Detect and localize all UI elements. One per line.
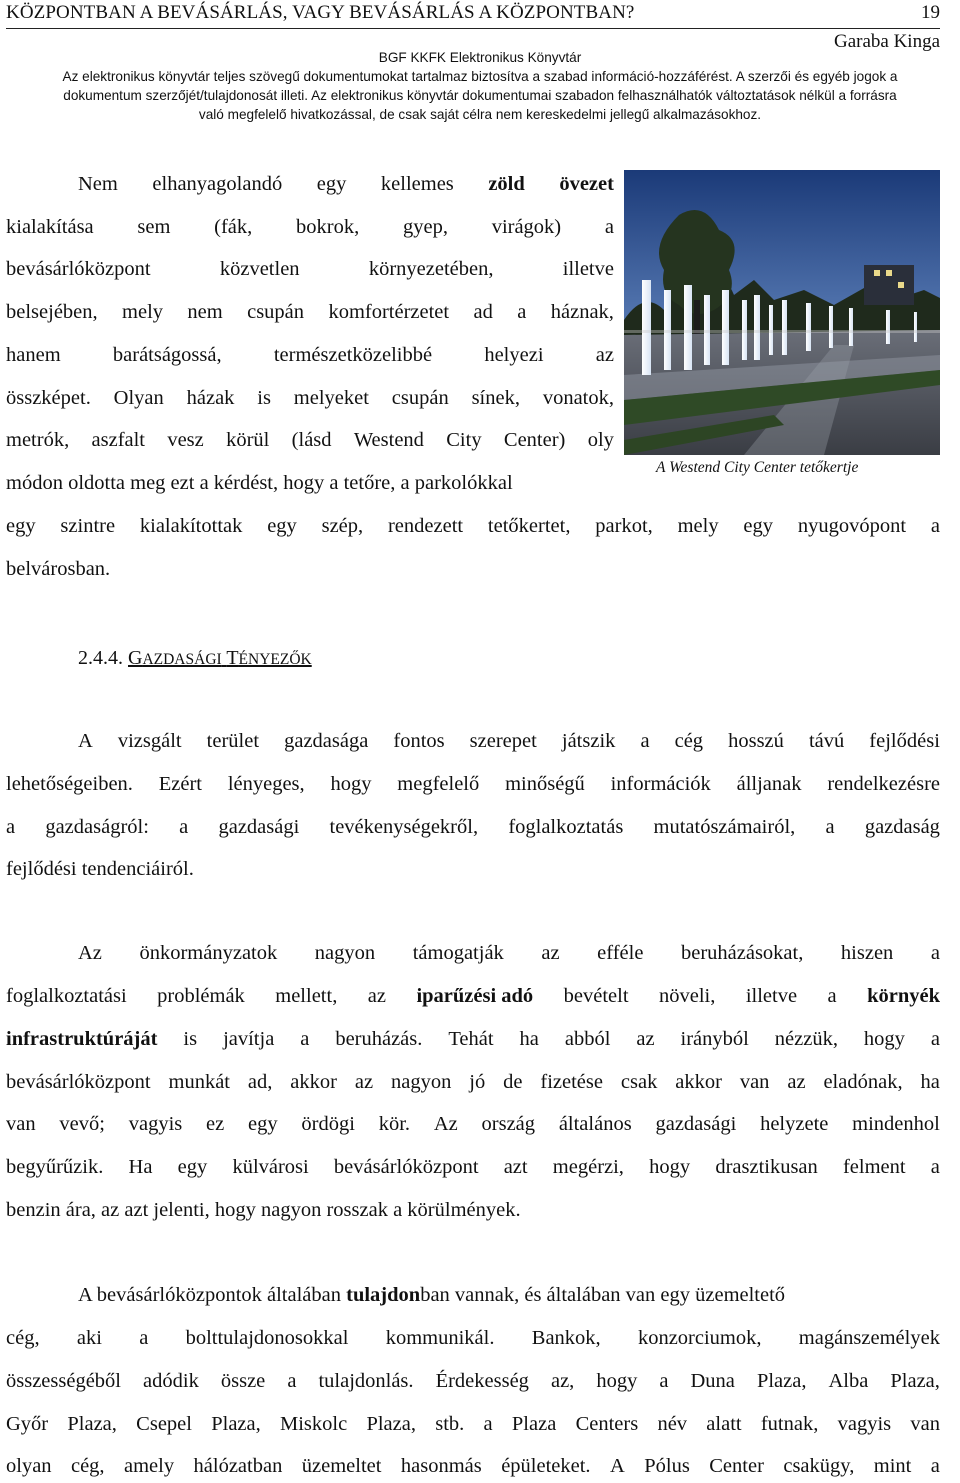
word: amely bbox=[124, 1455, 175, 1477]
word: egy bbox=[267, 515, 297, 537]
text-line bbox=[78, 730, 940, 753]
word: hálózatban bbox=[193, 1455, 283, 1477]
word: zöld bbox=[488, 173, 525, 195]
word: egy bbox=[316, 173, 347, 195]
text-line bbox=[6, 1071, 940, 1094]
running-title: KÖZPONTBAN A BEVÁSÁRLÁS, VAGY BEVÁSÁRLÁS A KÖZPONTBAN? bbox=[6, 2, 635, 23]
word: álljanak bbox=[736, 773, 802, 795]
word: (fák, bbox=[214, 216, 253, 238]
author-name: Garaba Kinga bbox=[833, 31, 940, 52]
word: információk bbox=[610, 773, 711, 795]
word: vevő; bbox=[59, 1113, 105, 1135]
word: akkor bbox=[675, 1071, 722, 1093]
word: is bbox=[183, 1028, 198, 1050]
word: City bbox=[446, 429, 482, 451]
word: rendezett bbox=[387, 515, 464, 537]
title-rest: ÉNYEZŐK bbox=[238, 651, 312, 668]
word: természetközelibbé bbox=[273, 344, 433, 366]
notice-line: BGF KKFK Elektronikus Könyvtár bbox=[378, 50, 582, 65]
word: szintre bbox=[60, 515, 116, 537]
word: van bbox=[739, 1071, 770, 1093]
word: nagyon bbox=[314, 942, 376, 964]
word: Plaza, bbox=[890, 1370, 940, 1392]
word: Pólus bbox=[644, 1455, 690, 1477]
photo-illustration bbox=[624, 170, 940, 455]
word: bevásárlóközpont bbox=[6, 1071, 151, 1093]
word: kialakítása bbox=[6, 216, 94, 238]
word: ha bbox=[920, 1071, 940, 1093]
word: hosszú bbox=[728, 730, 784, 752]
text-line bbox=[6, 1413, 940, 1436]
word: a bbox=[139, 1327, 149, 1349]
word: aszfalt bbox=[91, 429, 146, 451]
text-line bbox=[6, 1113, 940, 1136]
word: van bbox=[910, 1413, 940, 1435]
word: A bbox=[609, 1455, 625, 1477]
word: vesz bbox=[167, 429, 204, 451]
text-segment: A bevásárlóközpontok általában bbox=[78, 1284, 347, 1306]
word: foglalkoztatás bbox=[508, 816, 624, 838]
text-line bbox=[6, 216, 614, 239]
word: gazdaság bbox=[864, 816, 940, 838]
word: övezet bbox=[559, 173, 614, 195]
text-line bbox=[6, 344, 614, 367]
word: egy bbox=[743, 515, 773, 537]
word: a bbox=[483, 1413, 493, 1435]
text-line: fejlődési tendenciáiról. bbox=[6, 858, 194, 880]
word: a bbox=[287, 1370, 297, 1392]
word: stb. bbox=[435, 1413, 465, 1435]
word: fizetése bbox=[540, 1071, 603, 1093]
word: jó bbox=[469, 1071, 486, 1093]
word: mely bbox=[677, 515, 719, 537]
word: hasonmás bbox=[400, 1455, 482, 1477]
word: fontos bbox=[393, 730, 445, 752]
word: megfelelő bbox=[397, 773, 480, 795]
word: nagyon bbox=[391, 1071, 452, 1093]
word: egy bbox=[248, 1113, 278, 1135]
word: az bbox=[354, 1071, 374, 1093]
word: Plaza, bbox=[756, 1370, 807, 1392]
word: ad bbox=[473, 301, 493, 323]
word: megérzi, bbox=[552, 1156, 624, 1178]
word: A bbox=[78, 730, 93, 752]
text-line bbox=[78, 942, 940, 965]
word: gazdasági bbox=[655, 1113, 737, 1135]
word: tulajdonlás. bbox=[318, 1370, 414, 1392]
word: összességéből bbox=[6, 1370, 122, 1392]
word: gyep, bbox=[402, 216, 448, 238]
word: az bbox=[595, 344, 614, 366]
word: Alba bbox=[828, 1370, 869, 1392]
word: aki bbox=[76, 1327, 102, 1349]
text-line bbox=[78, 173, 614, 196]
word: mint bbox=[873, 1455, 912, 1477]
word: cég, bbox=[70, 1455, 105, 1477]
word: adódik bbox=[143, 1370, 199, 1392]
word: Tehát bbox=[448, 1028, 494, 1050]
word: hogy bbox=[649, 1156, 691, 1178]
word: azt bbox=[503, 1156, 528, 1178]
word: a bbox=[517, 301, 527, 323]
word: Westend bbox=[353, 429, 424, 451]
word: szép, bbox=[321, 515, 364, 537]
word: vagyis bbox=[837, 1413, 892, 1435]
word: üzemeltet bbox=[301, 1455, 382, 1477]
word: konzorciumok, bbox=[637, 1327, 762, 1349]
word: önkormányzatok bbox=[139, 942, 278, 964]
word: cég, bbox=[6, 1327, 40, 1349]
word: is bbox=[257, 387, 271, 409]
word: lényeges, bbox=[227, 773, 305, 795]
text-line bbox=[6, 387, 614, 410]
word: mely bbox=[122, 301, 164, 323]
word: külvárosi bbox=[232, 1156, 309, 1178]
word: efféle bbox=[597, 942, 644, 964]
word: Plaza, bbox=[366, 1413, 416, 1435]
section-heading bbox=[78, 647, 312, 670]
word: ördögi bbox=[301, 1113, 355, 1135]
word: Miskolc bbox=[280, 1413, 348, 1435]
word: a bbox=[6, 816, 16, 838]
word: minőségű bbox=[505, 773, 585, 795]
word: növeli, bbox=[658, 985, 716, 1007]
word: kellemes bbox=[380, 173, 454, 195]
word: Az bbox=[78, 942, 102, 964]
word: Ha bbox=[128, 1156, 153, 1178]
word: van bbox=[6, 1113, 36, 1135]
word: csupán bbox=[247, 301, 305, 323]
word: a bbox=[930, 942, 940, 964]
word: a bbox=[179, 816, 189, 838]
word: belsejében, bbox=[6, 301, 98, 323]
text-line bbox=[6, 258, 614, 281]
word: alatt bbox=[706, 1413, 742, 1435]
word: nyugovópont bbox=[797, 515, 907, 537]
word: helyezi bbox=[484, 344, 544, 366]
page-number: 19 bbox=[921, 2, 940, 23]
word: ha bbox=[519, 1028, 539, 1050]
word: parkot, bbox=[595, 515, 653, 537]
word: foglalkoztatási bbox=[6, 985, 127, 1007]
word: futnak, bbox=[760, 1413, 819, 1435]
text-line bbox=[6, 1370, 940, 1393]
word: bevételt bbox=[563, 985, 629, 1007]
word: illetve bbox=[562, 258, 614, 280]
word: az, bbox=[550, 1370, 575, 1392]
word: a bbox=[827, 985, 837, 1007]
word: a bbox=[659, 1370, 669, 1392]
word: Plaza, bbox=[211, 1413, 261, 1435]
word: akkor bbox=[290, 1071, 337, 1093]
bold-term: környék bbox=[867, 985, 940, 1007]
word: bolttulajdonosokkal bbox=[185, 1327, 349, 1349]
word: össze bbox=[220, 1370, 266, 1392]
word: kör. bbox=[378, 1113, 411, 1135]
word: körül bbox=[226, 429, 270, 451]
word: a bbox=[930, 515, 940, 537]
text-line bbox=[6, 515, 940, 538]
word: általános bbox=[558, 1113, 632, 1135]
notice-line: dokumentum szerzőjét/tulajdonosát illeti. Az elektronikus könyvtár dokumentumai szabadon felhasználhatók változtatások nélkül a forrásra bbox=[63, 88, 897, 103]
word: név bbox=[657, 1413, 688, 1435]
word: fejlődési bbox=[869, 730, 940, 752]
word: mindenhol bbox=[852, 1113, 940, 1135]
word: illetve bbox=[745, 985, 798, 1007]
text-line bbox=[6, 1156, 940, 1179]
word: abból bbox=[564, 1028, 611, 1050]
word: ez bbox=[206, 1113, 225, 1135]
notice-line: való megfelelő hivatkozással, de csak saját célra nem kereskedelmi jellegű alkalmazásokhoz. bbox=[198, 107, 762, 122]
word: a bbox=[640, 730, 650, 752]
word: a bbox=[930, 1028, 940, 1050]
word: kialakítottak bbox=[139, 515, 243, 537]
word: Nem bbox=[78, 173, 118, 195]
word: távú bbox=[808, 730, 845, 752]
word: vonatok, bbox=[542, 387, 614, 409]
word: virágok) bbox=[491, 216, 562, 238]
word: háznak, bbox=[550, 301, 614, 323]
word: egy bbox=[6, 515, 36, 537]
word: hogy bbox=[863, 1028, 905, 1050]
word: bevásárlóközpont bbox=[6, 258, 151, 280]
word: olyan bbox=[6, 1455, 52, 1477]
word: terület bbox=[206, 730, 260, 752]
word: oly bbox=[587, 429, 614, 451]
word: bevásárlóközpont bbox=[333, 1156, 479, 1178]
word: elhanyagolandó bbox=[152, 173, 283, 195]
word: gazdasága bbox=[284, 730, 369, 752]
word: (lásd bbox=[291, 429, 332, 451]
text-line bbox=[6, 816, 940, 839]
word: nem bbox=[187, 301, 223, 323]
word: problémák bbox=[157, 985, 245, 1007]
word: az bbox=[636, 1028, 655, 1050]
word: melyeket bbox=[293, 387, 369, 409]
bold-term: tulajdon bbox=[346, 1284, 421, 1306]
word: csak bbox=[620, 1071, 658, 1093]
text-line bbox=[78, 1284, 785, 1307]
word: vagyis bbox=[128, 1113, 183, 1135]
word: vizsgált bbox=[117, 730, 182, 752]
word: hogy bbox=[596, 1370, 638, 1392]
westend-rooftop-garden-photo bbox=[624, 170, 940, 455]
word: egy bbox=[177, 1156, 208, 1178]
word: gazdaságról: bbox=[45, 816, 149, 838]
word: játszik bbox=[561, 730, 616, 752]
word: javítja bbox=[223, 1028, 275, 1050]
title-cap: G bbox=[128, 647, 143, 669]
word: rendelkezésre bbox=[827, 773, 940, 795]
word: Centers bbox=[575, 1413, 639, 1435]
word: sem bbox=[137, 216, 171, 238]
title-rest: AZDASÁGI bbox=[142, 651, 222, 668]
word: de bbox=[503, 1071, 523, 1093]
word: begyűrűzik. bbox=[6, 1156, 104, 1178]
word: tevékenységekről, bbox=[329, 816, 479, 838]
word: hiszen bbox=[840, 942, 894, 964]
word: Plaza bbox=[511, 1413, 557, 1435]
word: támogatják bbox=[412, 942, 504, 964]
word: összképet. bbox=[6, 387, 91, 409]
word: Olyan bbox=[113, 387, 164, 409]
word: beruházás. bbox=[335, 1028, 423, 1050]
word: mutatószámairól, bbox=[653, 816, 796, 838]
title-cap: T bbox=[226, 647, 239, 669]
text-line bbox=[6, 1028, 940, 1051]
word: az bbox=[541, 942, 560, 964]
word: beruházásokat, bbox=[680, 942, 804, 964]
word: Az bbox=[433, 1113, 458, 1135]
library-notice bbox=[0, 48, 960, 124]
word: mellett, bbox=[275, 985, 338, 1007]
word: Ezért bbox=[158, 773, 202, 795]
figure-caption: A Westend City Center tetőkertje bbox=[656, 459, 859, 476]
word: épületeket. bbox=[501, 1455, 591, 1477]
word: Plaza, bbox=[67, 1413, 117, 1435]
word: szerepet bbox=[469, 730, 537, 752]
word: bokrok, bbox=[296, 216, 360, 238]
word: az bbox=[367, 985, 386, 1007]
word: a bbox=[930, 1455, 940, 1477]
section-number: 2.4.4. bbox=[78, 647, 123, 669]
section-title bbox=[128, 647, 312, 669]
word: ad, bbox=[247, 1071, 273, 1093]
word: a bbox=[300, 1028, 310, 1050]
bold-term: infrastruktúráját bbox=[6, 1028, 158, 1050]
word: gazdasági bbox=[218, 816, 300, 838]
word: tetőkertet, bbox=[487, 515, 571, 537]
word: lehetőségeiben. bbox=[6, 773, 133, 795]
word: házak bbox=[186, 387, 235, 409]
word: hanem bbox=[6, 344, 61, 366]
text-line bbox=[6, 1455, 940, 1478]
text-line bbox=[6, 985, 940, 1008]
word: közvetlen bbox=[219, 258, 300, 280]
text-line bbox=[6, 301, 614, 324]
text-line bbox=[6, 429, 614, 452]
word: környezetében, bbox=[368, 258, 494, 280]
word: Bankok, bbox=[531, 1327, 601, 1349]
word: felment bbox=[842, 1156, 906, 1178]
word: Center) bbox=[503, 429, 566, 451]
word: Győr bbox=[6, 1413, 49, 1435]
word: drasztikusan bbox=[715, 1156, 818, 1178]
word: metrók, bbox=[6, 429, 70, 451]
text-line: módon oldotta meg ezt a kérdést, hogy a tetőre, a parkolókkal bbox=[6, 472, 513, 494]
word: az bbox=[787, 1071, 806, 1093]
word: munkát bbox=[168, 1071, 230, 1093]
word: eladónak, bbox=[823, 1071, 903, 1093]
notice-line: Az elektronikus könyvtár teljes szövegű dokumentumokat tartalmaz biztosítva a szabad információ-hozzáférést. A szerzői és egyéb jogok a bbox=[62, 69, 898, 84]
word: komfortérzetet bbox=[328, 301, 450, 323]
word: Érdekesség bbox=[435, 1370, 529, 1392]
word: helyzete bbox=[760, 1113, 829, 1135]
word: ország bbox=[481, 1113, 536, 1135]
word: barátságossá, bbox=[112, 344, 222, 366]
word: a bbox=[930, 1156, 940, 1178]
bold-term: iparűzési adó bbox=[416, 985, 534, 1007]
word: sínek, bbox=[471, 387, 520, 409]
text-line bbox=[6, 773, 940, 796]
word: Csepel bbox=[136, 1413, 192, 1435]
word: irányból bbox=[680, 1028, 749, 1050]
text-line bbox=[6, 1327, 940, 1350]
text-line: benzin ára, az azt jelenti, hogy nagyon rosszak a körülmények. bbox=[6, 1199, 521, 1221]
word: Duna bbox=[690, 1370, 735, 1392]
word: cég bbox=[674, 730, 704, 752]
word: magánszemélyek bbox=[798, 1327, 940, 1349]
header-rule bbox=[6, 28, 940, 29]
word: csakügy, bbox=[783, 1455, 855, 1477]
word: csupán bbox=[391, 387, 449, 409]
word: Center bbox=[709, 1455, 764, 1477]
word: nézzük, bbox=[774, 1028, 838, 1050]
word: a bbox=[604, 216, 614, 238]
text-segment: ban vannak, és általában van egy üzemeltető bbox=[420, 1284, 786, 1306]
word: hogy bbox=[330, 773, 372, 795]
word: a bbox=[825, 816, 835, 838]
word: kommunikál. bbox=[385, 1327, 495, 1349]
text-line: belvárosban. bbox=[6, 558, 111, 580]
